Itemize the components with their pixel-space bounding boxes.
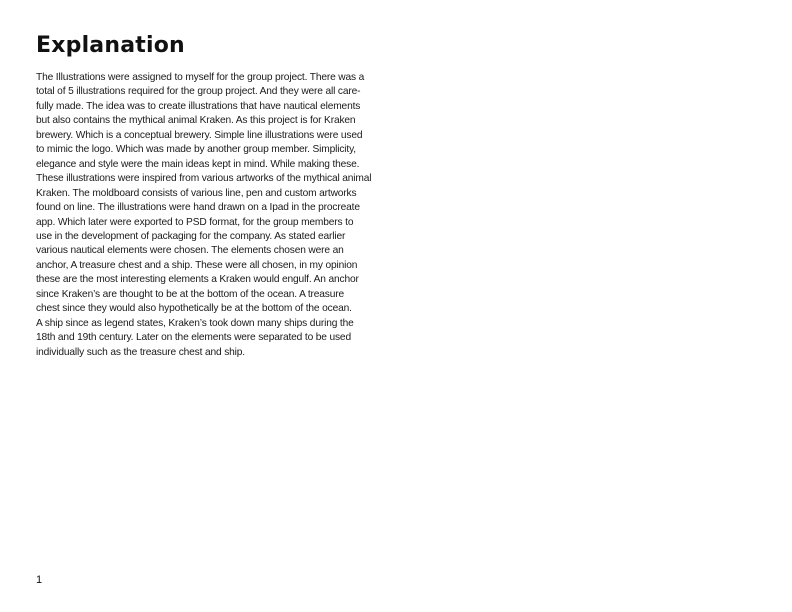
page-title: Explanation xyxy=(36,33,185,58)
body-paragraph: The Illustrations were assigned to myself for the group project. There was a total of 5 illustrations required for the group project. And they were all care- fully made. The idea was to create illustrations that have nautical elements but also contains the mythical animal Kraken. As this project is for Kraken brewery. Which is a conceptual brewery. Simple line illustrations were used to mimic the logo. Which was made by another group member. Simplicity, elegance and style were the main ideas kept in mind. While making these. These illustrations were inspired from various artworks of the mythical animal Kraken. The moldboard consists of various line, pen and custom artworks found on line. The illustrations were hand drawn on a Ipad in the procreate app. Which later were exported to PSD format, for the group members to use in the development of packaging for the company. As stated earlier various nautical elements were chosen. The elements chosen were an anchor, A treasure chest and a ship. These were all chosen, in my opinion these are the most interesting elements a Kraken would engulf. An anchor since Kraken’s are thought to be at the bottom of the ocean. A treasure chest since they would also hypothetically be at the bottom of the ocean. A ship since as legend states, Kraken’s took down many ships during the 18th and 19th century. Later on the elements were separated to be used individually such as the treasure chest and ship. xyxy=(36,72,372,358)
page-number: 1 xyxy=(36,574,43,586)
